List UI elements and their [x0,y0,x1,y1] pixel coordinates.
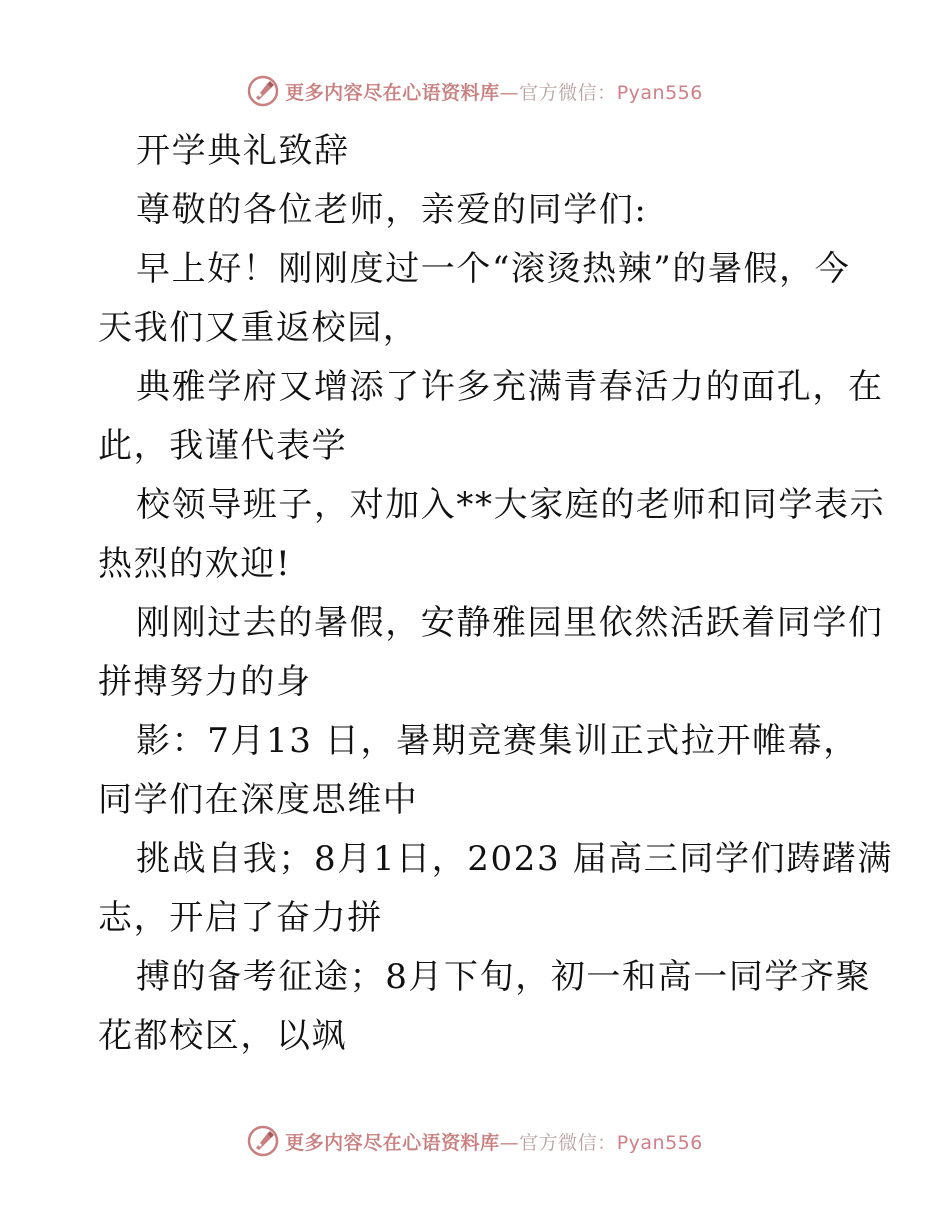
paragraph-line: 此，我谨代表学 [98,426,348,466]
watermark-dash: — [499,1131,520,1154]
watermark-text [285,78,703,105]
header-watermark [0,71,950,111]
paragraph-line: 同学们在深度思维中 [98,780,419,820]
paragraph-line: 花都校区，以飒 [98,1016,348,1056]
watermark-wechat-id: Pyan556 [616,1131,703,1154]
document-body [98,122,893,1066]
salutation: 尊敬的各位老师，亲爱的同学们: [136,190,648,230]
watermark-official-label: 官方微信： [519,1131,617,1154]
document-title: 开学典礼致辞 [136,131,350,171]
footer-watermark [0,1121,950,1161]
paragraph-line: 拼搏努力的身 [98,662,312,702]
watermark-text [285,1128,703,1155]
watermark-dash: — [499,81,520,104]
watermark-main-text: 更多内容尽在心语资料库 [285,1131,500,1154]
pen-nib-logo-icon [247,1125,279,1157]
paragraph-line: 热烈的欢迎! [98,544,292,584]
paragraph-line: 早上好！刚刚度过一个“滚烫热辣”的暑假，今 [136,249,851,289]
watermark-main-text: 更多内容尽在心语资料库 [285,81,500,104]
paragraph-line: 搏的备考征途；8月下旬，初一和高一同学齐聚 [136,957,872,997]
watermark-official-label: 官方微信： [519,81,617,104]
paragraph-line: 校领导班子，对加入**大家庭的老师和同学表示 [136,485,886,525]
watermark-wechat-id: Pyan556 [616,81,703,104]
paragraph-line: 刚刚过去的暑假，安静雅园里依然活跃着同学们 [136,603,884,643]
pen-nib-logo-icon [247,75,279,107]
paragraph-line: 志，开启了奋力拼 [98,898,383,938]
paragraph-line: 典雅学府又增添了许多充满青春活力的面孔，在 [136,367,884,407]
paragraph-line: 挑战自我；8月1日，2023 届高三同学们踌躇满 [136,839,893,879]
paragraph-line: 影：7月13 日，暑期竞赛集训正式拉开帷幕， [136,721,859,761]
paragraph-line: 天我们又重返校园， [98,308,419,348]
